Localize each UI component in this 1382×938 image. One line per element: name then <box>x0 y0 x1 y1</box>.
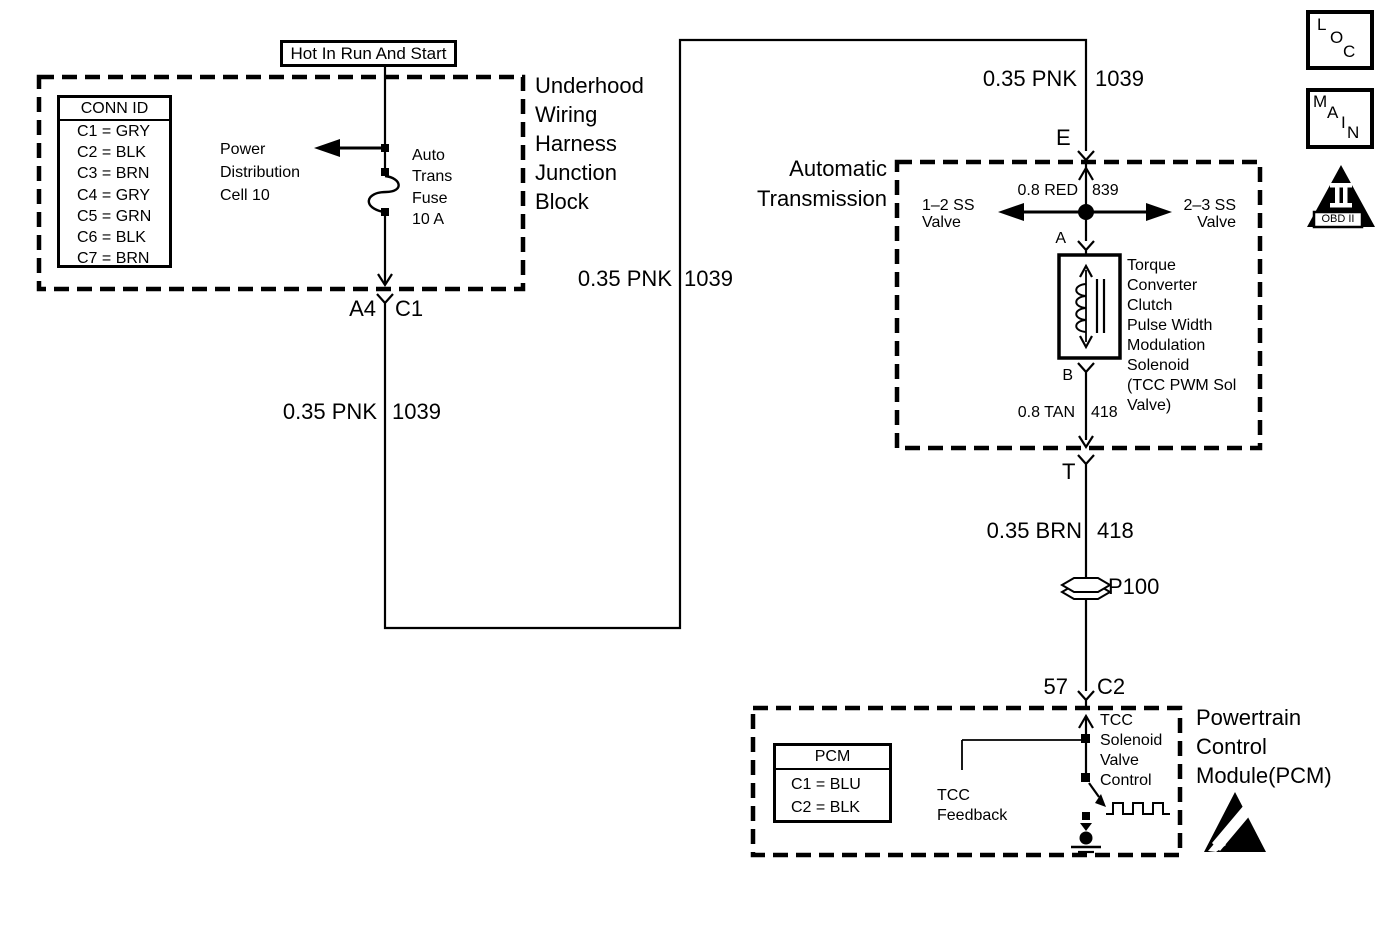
conn-id-table <box>57 95 172 268</box>
wire-label-red: 0.8 RED <box>1017 182 1078 199</box>
valve-1-2-ss-label: 1–2 SS <box>922 197 975 214</box>
underhood-title: Harness <box>535 131 617 156</box>
conn-id-header: CONN ID <box>60 98 169 121</box>
solenoid-description: Clutch <box>1127 297 1173 314</box>
wire-label-pnk: 0.35 PNK <box>577 266 672 291</box>
main-badge-letter: A <box>1327 103 1339 122</box>
wire-circuit-839: 839 <box>1092 182 1119 199</box>
pcm-table-row: C1 = BLU <box>791 776 861 793</box>
solenoid-description: (TCC PWM Sol <box>1127 377 1237 394</box>
obd2-badge-label: OBD II <box>1321 213 1355 225</box>
fuse-label: Fuse <box>412 190 448 207</box>
tcc-control-label: Valve <box>1100 752 1139 769</box>
conn-id-row: C6 = BLK <box>77 229 146 247</box>
feedback-tap <box>962 740 1082 770</box>
conn-id-row: C5 = GRN <box>77 207 152 225</box>
tcc-feedback-label: Feedback <box>937 807 1008 824</box>
wire-circuit-1039: 1039 <box>392 399 441 424</box>
pcm-title: Control <box>1196 734 1267 759</box>
loc-badge-letter: O <box>1330 28 1344 47</box>
valve-1-2-ss-label: Valve <box>922 214 961 231</box>
loc-badge-letter: L <box>1317 15 1327 34</box>
switch-arrowhead <box>1095 794 1106 807</box>
connector-c1: C1 <box>395 296 424 321</box>
tcc-solenoid-symbol <box>1059 255 1120 358</box>
power-distribution-label: Power <box>220 141 266 158</box>
transmission-title: Transmission <box>757 186 887 211</box>
wire-label-pnk: 0.35 PNK <box>282 399 377 424</box>
esd-sensitive-icon <box>1204 792 1266 852</box>
solenoid-description: Modulation <box>1127 337 1206 354</box>
main-badge-letter: M <box>1313 92 1328 111</box>
wire-circuit-418: 418 <box>1097 518 1134 543</box>
p100-grommet-upper <box>1062 578 1110 592</box>
hot-in-run-label: Hot In Run And Start <box>280 40 457 67</box>
conn-id-row: C2 = BLK <box>77 144 146 162</box>
power-distribution-label: Distribution <box>220 164 301 181</box>
pcm-table-row: C2 = BLK <box>791 799 860 816</box>
wire-circuit-1039: 1039 <box>1095 66 1144 91</box>
wire-circuit-1039: 1039 <box>684 266 733 291</box>
tcc-control-label: TCC <box>1100 712 1133 729</box>
connector-c2: C2 <box>1097 674 1126 699</box>
power-distribution-arrow <box>314 139 389 157</box>
terminal-a: A <box>1055 230 1066 247</box>
wire-label-tan: 0.8 TAN <box>1017 404 1075 421</box>
conn-id-row: C4 = GRY <box>77 186 151 204</box>
valve-2-3-ss-label: Valve <box>1197 214 1236 231</box>
underhood-title: Underhood <box>535 73 644 98</box>
tcc-control-label: Solenoid <box>1100 732 1163 749</box>
ground-symbol <box>1071 812 1101 852</box>
tcc-control-label: Control <box>1100 772 1152 789</box>
wire-brn-run <box>1062 470 1110 691</box>
conn-id-row: C1 = GRY <box>77 123 151 140</box>
wire-circuit-418: 418 <box>1091 404 1118 421</box>
solenoid-description: Converter <box>1127 277 1198 294</box>
terminal-t: T <box>1062 459 1076 484</box>
wire-label-brn: 0.35 BRN <box>986 518 1082 543</box>
underhood-title: Junction <box>535 160 617 185</box>
p100-label: P100 <box>1108 574 1160 599</box>
main-badge-letter: I <box>1341 113 1346 132</box>
fuse-label: Trans <box>412 168 453 185</box>
tcc-feedback-label: TCC <box>937 787 970 804</box>
terminal-e: E <box>1056 125 1071 150</box>
switch-arm <box>1089 783 1099 797</box>
fuse-symbol <box>369 168 399 216</box>
valve-2-3-ss-label: 2–3 SS <box>1183 197 1236 214</box>
main-badge-letter: N <box>1347 123 1360 142</box>
junction-dot <box>1078 204 1094 220</box>
pcm-conn-table <box>773 743 892 823</box>
pcm-table-header: PCM <box>776 746 889 770</box>
terminal-symbols <box>377 151 1094 706</box>
pwm-waveform <box>1106 803 1170 814</box>
solenoid-description: Torque <box>1127 257 1176 274</box>
wire-label-pnk: 0.35 PNK <box>982 66 1077 91</box>
terminal-a4: A4 <box>349 296 376 321</box>
terminal-57: 57 <box>1043 674 1068 699</box>
power-distribution-label: Cell 10 <box>220 187 270 204</box>
solenoid-description: Valve) <box>1127 397 1172 414</box>
transmission-title: Automatic <box>789 156 887 181</box>
solenoid-description: Pulse Width <box>1127 317 1213 334</box>
underhood-title: Wiring <box>535 102 598 127</box>
valve12-arrowhead <box>998 203 1024 221</box>
fuse-label: 10 A <box>412 211 445 228</box>
pcm-title: Module(PCM) <box>1196 763 1332 788</box>
terminal-b: B <box>1062 367 1073 384</box>
conn-id-row: C3 = BRN <box>77 165 150 183</box>
loc-badge-letter: C <box>1343 42 1356 61</box>
valve23-arrowhead <box>1146 203 1172 221</box>
conn-id-row: C7 = BRN <box>77 250 150 268</box>
wire-pnk-run <box>385 40 1086 628</box>
solenoid-description: Solenoid <box>1127 357 1190 374</box>
pcm-title: Powertrain <box>1196 705 1302 730</box>
fuse-label: Auto <box>412 147 445 164</box>
underhood-title: Block <box>535 189 589 214</box>
